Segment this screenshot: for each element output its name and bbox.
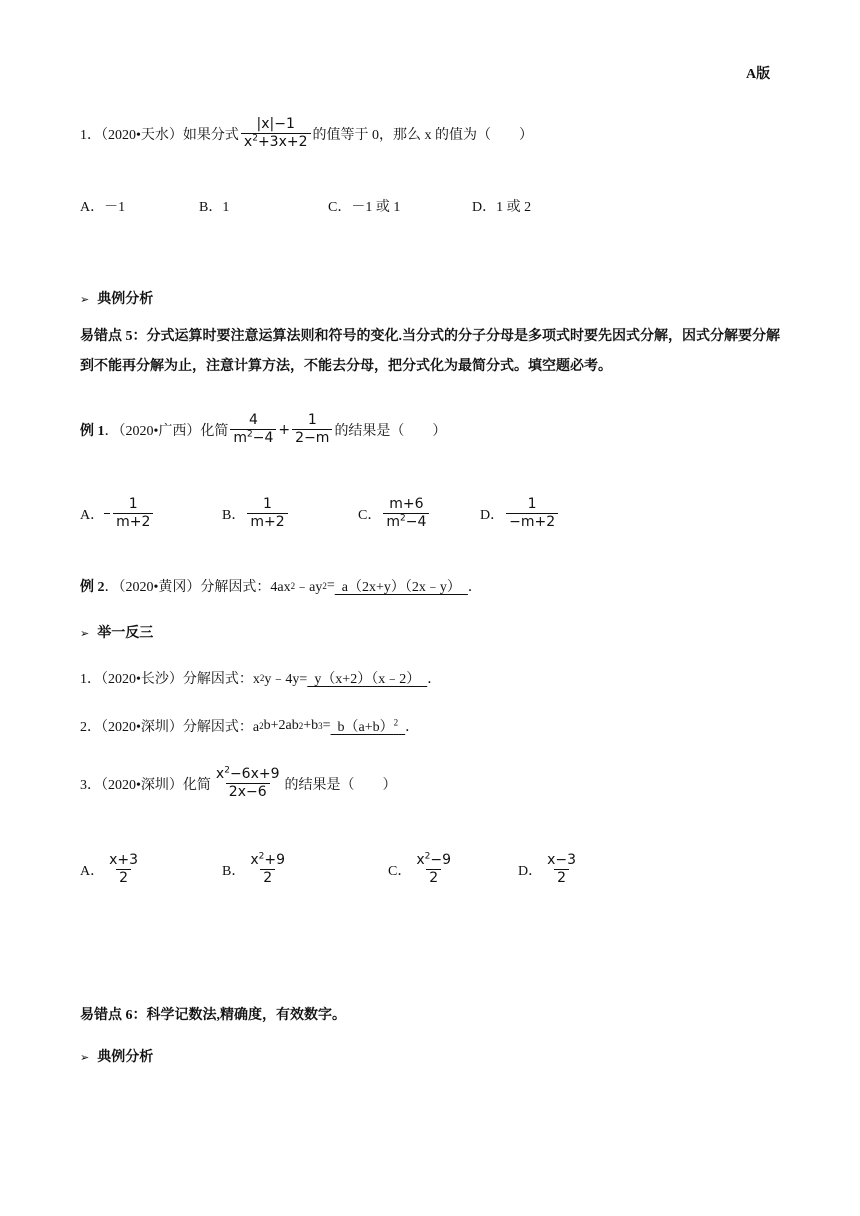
practice-3-fraction: $\frac{x^2-6x+9}{2x-6}$ xyxy=(215,765,280,800)
minus-sign-icon xyxy=(104,513,110,514)
practice-3-option-d[interactable]: D． $\frac{x-3}{2}$ xyxy=(518,852,577,886)
example-2: 例 2 ．（2020•黄冈）分解因式：4ax 2 ﹣ay 2 = a（2x+y）（2x﹣y） ． xyxy=(80,578,482,595)
section-heading-analysis: ➢ 典例分析 xyxy=(80,292,154,307)
practice-3-stem: 3．（2020•深圳）化简 $\frac{x^2-6x+9}{2x-6}$ 的结果是（ ） xyxy=(80,765,397,800)
version-label: A版 xyxy=(746,67,771,82)
section-heading-practice: ➢ 举一反三 xyxy=(80,626,154,641)
practice-1-answer: y（x+2）（x﹣2） xyxy=(307,672,428,687)
practice-3-option-b[interactable]: B． $\frac{x^2+9}{2}$ xyxy=(222,851,286,886)
arrowhead-bullet-icon: ➢ xyxy=(80,293,90,306)
question-1-option-b[interactable]: B．1 xyxy=(199,200,230,215)
question-1-stem xyxy=(80,116,533,151)
example-1-option-c[interactable]: C． $\frac{m+6}{m^2-4}$ xyxy=(358,496,431,531)
practice-3-option-a[interactable]: A． $\frac{x+3}{2}$ xyxy=(80,852,139,886)
question-1-option-c[interactable]: C．－1 或 1 xyxy=(328,200,401,215)
example-2-answer: a（2x+y）（2x﹣y） xyxy=(334,580,468,595)
question-1-fraction: $\frac{|x|-1}{x^2+3x+2}$ xyxy=(241,116,311,151)
error-point-6: 易错点 6：科学记数法,精确度，有效数字。 xyxy=(80,1008,346,1023)
error-point-5: 易错点 5：分式运算时要注意运算法则和符号的变化.当分式的分子分母是多项式时要先因式分解，因式分解要分解到不能再分解为止，注意计算方法，不能去分母，把分式化为最简分式。填空题必考。 xyxy=(80,329,780,374)
example-1-fraction-2: $\frac{1}{2-m}$ xyxy=(292,412,332,447)
example-1-option-b[interactable]: B． $\frac{1}{m+2}$ xyxy=(222,496,290,531)
practice-3-option-c[interactable]: C． $\frac{x^2-9}{2}$ xyxy=(388,851,452,886)
practice-2: 2．（2020•深圳）分解因式：a 2 b+2ab 2 +b 3 = $b(a+b)^2$ ． xyxy=(80,717,420,735)
question-1-prefix: 1．（2020•天水）如果分式 xyxy=(80,127,239,143)
question-1-option-d[interactable]: D．1 或 2 xyxy=(472,200,532,215)
arrowhead-bullet-icon: ➢ xyxy=(80,627,90,640)
question-1-option-a[interactable]: A．－1 xyxy=(80,200,126,215)
practice-2-answer: $b(a+b)^2$ xyxy=(330,717,399,735)
example-1-option-a[interactable]: A． $\frac{1}{m+2}$ xyxy=(80,496,155,531)
example-1-stem: 例 1 ．（2020•广西）化简 $\frac{4}{m^2-4}$ + $\frac{1}{2-m}$ 的结果是（ ） xyxy=(80,412,447,446)
section-heading-analysis-2: ➢ 典例分析 xyxy=(80,1050,154,1065)
arrowhead-bullet-icon: ➢ xyxy=(80,1051,90,1064)
practice-1: 1．（2020•长沙）分解因式：x 2 y﹣4y= y（x+2）（x﹣2） ． xyxy=(80,668,441,688)
example-1-option-d[interactable]: D． $\frac{1}{-m+2}$ xyxy=(480,496,560,531)
question-1-suffix: 的值等于 0，那么 x 的值为（ ） xyxy=(312,127,533,143)
example-1-fraction-1: $\frac{4}{m^2-4}$ xyxy=(230,412,276,447)
